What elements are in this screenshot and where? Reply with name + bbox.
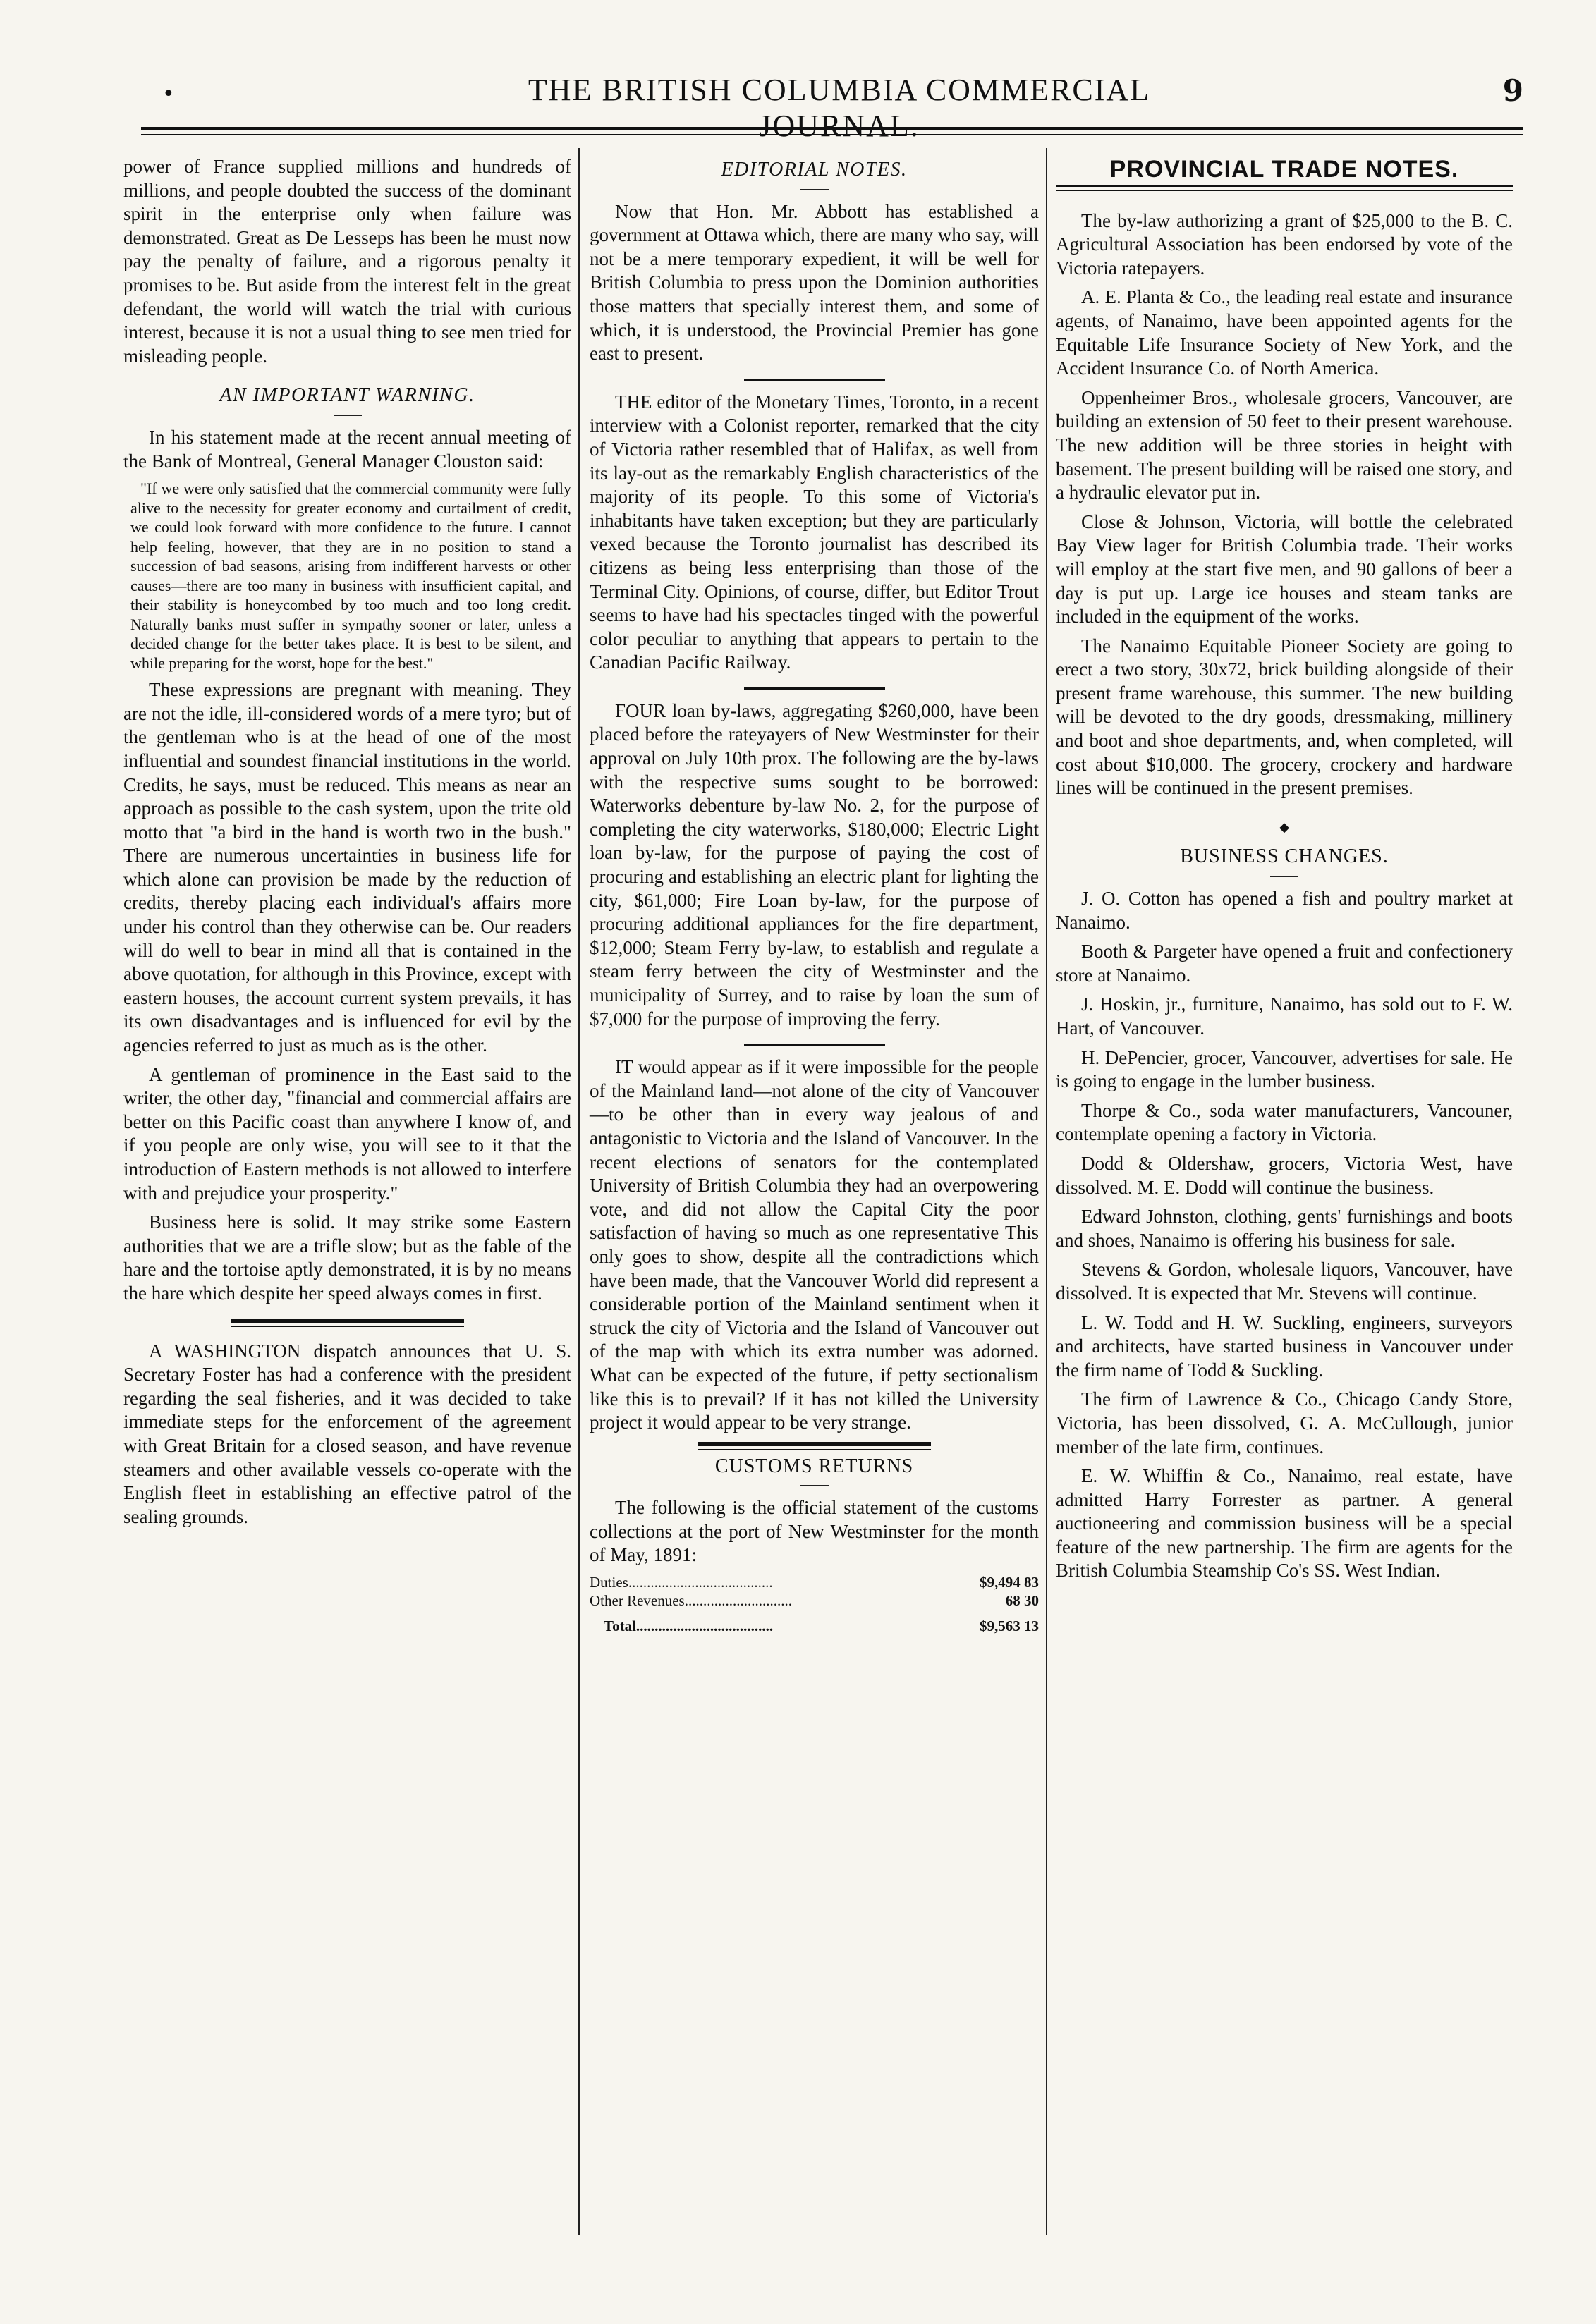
heading-dash (1270, 876, 1298, 877)
business-item: E. W. Whiffin & Co., Nanaimo, real estate, have admitted Harry Forrester as partner. A general auctioneering and commission business will be a special feature of the new partnership. The firm are agents for the British Columbia Steamship Co's SS. West Indian. (1056, 1465, 1513, 1582)
section-rule-thin (231, 1326, 464, 1327)
heading-dash (334, 415, 362, 416)
article-paragraph: IT would appear as if it were impossible for the people of the Mainland land—not alone of the city of Vancouver—to be other than in every way jealous of and antagonistic to Victoria and the Island of Vancouver. In the recent elections of senators for the contemplated University of British Columbia they had an overpowering vote, and did not allow the Capital City the poor satisfaction of having so much as one representative This only goes to show, despite all the contradictions which have been made, that the Vancouver World did represent a considerable portion of the Mainland sentiment when it struck the city of Victoria and the Island of Vancouver out of the map with which its extra number was adorned. What can be expected of the future, if petty sectionalism like this is to prevail? If it has not killed the University project it would appear to be very strange. (590, 1056, 1039, 1433)
table-row-total (590, 1610, 1039, 1635)
page-header (141, 65, 1523, 143)
article-paragraph: Oppenheimer Bros., wholesale grocers, Vancouver, are building an extension of 50 feet to their present warehouse. The new addition will be three stories in height with basement. The present building will be raised one story, and a hydraulic elevator put in. (1056, 386, 1513, 503)
article-paragraph: The Nanaimo Equitable Pioneer Society are going to erect a two story, 30x72, brick building alongside of their present frame warehouse, this summer. The new building will be devoted to the dry goods, dressmaking, millinery and boot and shoe departments, and, when completed, will cost about $10,000. The grocery, crockery and hardware lines will be continued in the present premises. (1056, 635, 1513, 799)
table-row (590, 1573, 1039, 1591)
section-heading-warning: AN IMPORTANT WARNING. (219, 384, 475, 407)
section-rule (744, 1044, 885, 1046)
ornament-divider: ◆ (1279, 819, 1289, 834)
column-middle (590, 155, 1039, 1635)
article-paragraph: Close & Johnson, Victoria, will bottle the celebrated Bay View lager for British Columbia trade. Their works will employ at the start five men, and 90 gallons of beer a day is put up. Large ice houses and steam tanks are included in the equipment of the works. (1056, 510, 1513, 628)
column-divider (578, 148, 580, 2235)
article-paragraph: These expressions are pregnant with meaning. They are not the idle, ill-considered words of a mere tyro; but of the gentleman who is at the head of one of the most influential and soundest financial institutions in the world. Credits, he says, must be reduced. This means as near an approach as possible to the cash system, upon the trite old motto that "a bird in the hand is worth two in the bush." There are numerous uncertainties in business life for which alone can provision be made by the reduction of credits, thereby placing each individual's affairs more under his control than they otherwise can be. Our readers will do well to bear in mind all that is contained in the above quotation, for although in this Province, except with eastern houses, the account current system prevails, it has its own disadvantages and is influenced for evil by the agencies referred to just as much as is the other. (123, 679, 571, 1056)
return-label: Duties....................................... (590, 1574, 773, 1591)
quoted-statement: "If we were only satisfied that the commercial community were fully alive to the necessity for greater economy and curtailment of credit, we could look forward with more confidence to the future. I cannot help feeling, however, that they are in no position to stand a succession of bad seasons, arising from indifferent harvests or other causes—there are too many in business with insufficient capital, and their stability is honeycombed by too much and too long credit. Naturally banks must suffer in sympathy sooner or later, unless a decided change for the better takes place. It is best to be silent, and while preparing for the worst, hope for the best." (130, 479, 571, 672)
column-left (123, 155, 571, 1534)
section-rule (744, 379, 885, 381)
article-paragraph: power of France supplied millions and hundreds of millions, and people doubted the success of the dominant spirit in the enterprise only when failure was demonstrated. Great as De Lesseps has been he must now pay the penalty of failure, and a rigorous penalty it promises to be. But aside from the interest felt in the great defendant, the world will watch the trial with curious interest, because it is not a usual thing to see men tried for misleading people. (123, 156, 571, 367)
total-amount: $9,563 13 (980, 1617, 1039, 1635)
business-item: Dodd & Oldershaw, grocers, Victoria West, have dissolved. M. E. Dodd will continue the business. (1056, 1152, 1513, 1198)
article-paragraph: The following is the official statement of the customs collections at the port of New Westminster for the month of May, 1891: (590, 1497, 1039, 1566)
heading-rule (1056, 185, 1513, 191)
business-item: L. W. Todd and H. W. Suckling, engineers, surveyors and architects, have started business in Vancouver under the firm name of Todd & Suckling. (1056, 1311, 1513, 1381)
section-rule (698, 1442, 931, 1446)
business-item: Stevens & Gordon, wholesale liquors, Vancouver, have dissolved. It is expected that Mr. Stevens will continue. (1056, 1259, 1513, 1304)
article-paragraph: A. E. Planta & Co., the leading real estate and insurance agents, of Nanaimo, have been appointed agents for the Equitable Life Insurance Society of New York, and the Accident Insurance Co. of North America. (1056, 286, 1513, 379)
business-item: H. DePencier, grocer, Vancouver, advertises for sale. He is going to engage in the lumber business. (1056, 1046, 1513, 1092)
section-heading-provincial: PROVINCIAL TRADE NOTES. (1109, 156, 1459, 183)
header-rule (141, 127, 1523, 130)
article-paragraph: FOUR loan by-laws, aggregating $260,000, have been placed before the rateyayers of New Westminster for their approval on July 10th prox. The following are the by-laws with the respective sums sought to be borrowed: Waterworks debenture by-law No. 2, for the purpose of completing the city waterworks, $180,000; Electric Light loan by-law, for the purpose of paying the cost of procuring and establishing an electric plant for lighting the city, $61,000; Fire Loan by-law, for the purpose of procuring additional appliances for the fire department, $12,000; Steam Ferry by-law, to establish and regulate a steam ferry between the city of Westminster and the municipality of Surrey, and to raise by loan the sum of $7,000 for the purpose of improving the ferry. (590, 699, 1039, 1029)
journal-title: THE BRITISH COLUMBIA COMMERCIAL JOURNAL. (528, 73, 1151, 143)
header-rule-thin (141, 134, 1523, 135)
business-item: J. O. Cotton has opened a fish and poultry market at Nanaimo. (1056, 888, 1513, 933)
business-item: Booth & Pargeter have opened a fruit and confectionery store at Nanaimo. (1056, 941, 1513, 986)
table-row (590, 1591, 1039, 1610)
return-amount: $9,494 83 (980, 1574, 1039, 1591)
section-rule (744, 687, 885, 690)
header-bullet: • (162, 82, 175, 106)
heading-dash (800, 189, 829, 190)
heading-dash (800, 1485, 829, 1486)
section-heading-business: BUSINESS CHANGES. (1180, 845, 1389, 868)
section-rule (231, 1319, 464, 1323)
business-item: J. Hoskin, jr., furniture, Nanaimo, has sold out to F. W. Hart, of Vancouver. (1056, 993, 1513, 1039)
business-item: Edward Johnston, clothing, gents' furnishings and boots and shoes, Nanaimo is offering his business for sale. (1056, 1206, 1513, 1251)
business-item: The firm of Lawrence & Co., Chicago Candy Store, Victoria, has been dissolved, G. A. McCullough, junior member of the late firm, continues. (1056, 1388, 1513, 1457)
customs-returns-table (590, 1573, 1039, 1635)
section-rule-thin (698, 1449, 931, 1450)
total-label: Total..................................... (604, 1617, 774, 1635)
article-paragraph: THE editor of the Monetary Times, Toronto, in a recent interview with a Colonist reporter, remarked that the city of Victoria rather resembled that of Halifax, as well from its lay-out as the remarkably English characteristics of the majority of its people. To this some of Victoria's inhabitants have taken exception; but they are particularly vexed because the Toronto journalist has described its citizens as being less enterprising than those of the Terminal City. Opinions, of course, differ, but Editor Trout seems to have had his spectacles tinged with the powerful color peculiar to anything that appears to pertain to the Canadian Pacific Railway. (590, 391, 1039, 673)
article-paragraph: A WASHINGTON dispatch announces that U. S. Secretary Foster has had a conference with the president regarding the seal fisheries, and it was decided to take immediate steps for the enforcement of the agreement with Great Britain for a closed season, and have revenue steamers and other available vessels co-operate with the English fleet in establishing an effective patrol of the sealing grounds. (123, 1340, 571, 1527)
article-paragraph: The by-law authorizing a grant of $25,000 to the B. C. Agricultural Association has been endorsed by vote of the Victoria ratepayers. (1056, 209, 1513, 279)
return-amount: 68 30 (1005, 1592, 1039, 1610)
column-divider (1046, 148, 1047, 2235)
article-paragraph: A gentleman of prominence in the East said to the writer, the other day, "financial and commercial affairs are better on this Pacific coast than anywhere I know of, and if you people are only wise, you will see to it that the introduction of Eastern methods is not allowed to interfere with and prejudice your prosperity." (123, 1063, 571, 1204)
article-paragraph: Business here is solid. It may strike some Eastern authorities that we are a trifle slow; but as the fable of the hare and the tortoise aptly demonstrated, it is by no means the hare which despite her speed always comes in first. (123, 1211, 571, 1304)
section-heading-editorial: EDITORIAL NOTES. (721, 159, 908, 181)
column-right (1056, 155, 1513, 1589)
article-paragraph: Now that Hon. Mr. Abbott has established a government at Ottawa which, there are many who say, will not be a mere temporary expedient, it will be well for British Columbia to press upon the Dominion authorities those matters that specially interest them, and some of which, it is understood, the Provincial Premier has gone east to present. (590, 200, 1039, 365)
return-label: Other Revenues............................. (590, 1592, 792, 1610)
business-item: Thorpe & Co., soda water manufacturers, Vancouner, contemplate opening a factory in Victoria. (1056, 1099, 1513, 1145)
section-heading-customs: CUSTOMS RETURNS (714, 1455, 914, 1477)
article-paragraph: In his statement made at the recent annual meeting of the Bank of Montreal, General Manager Clouston said: (123, 426, 571, 472)
page-number: 9 (1502, 73, 1523, 108)
